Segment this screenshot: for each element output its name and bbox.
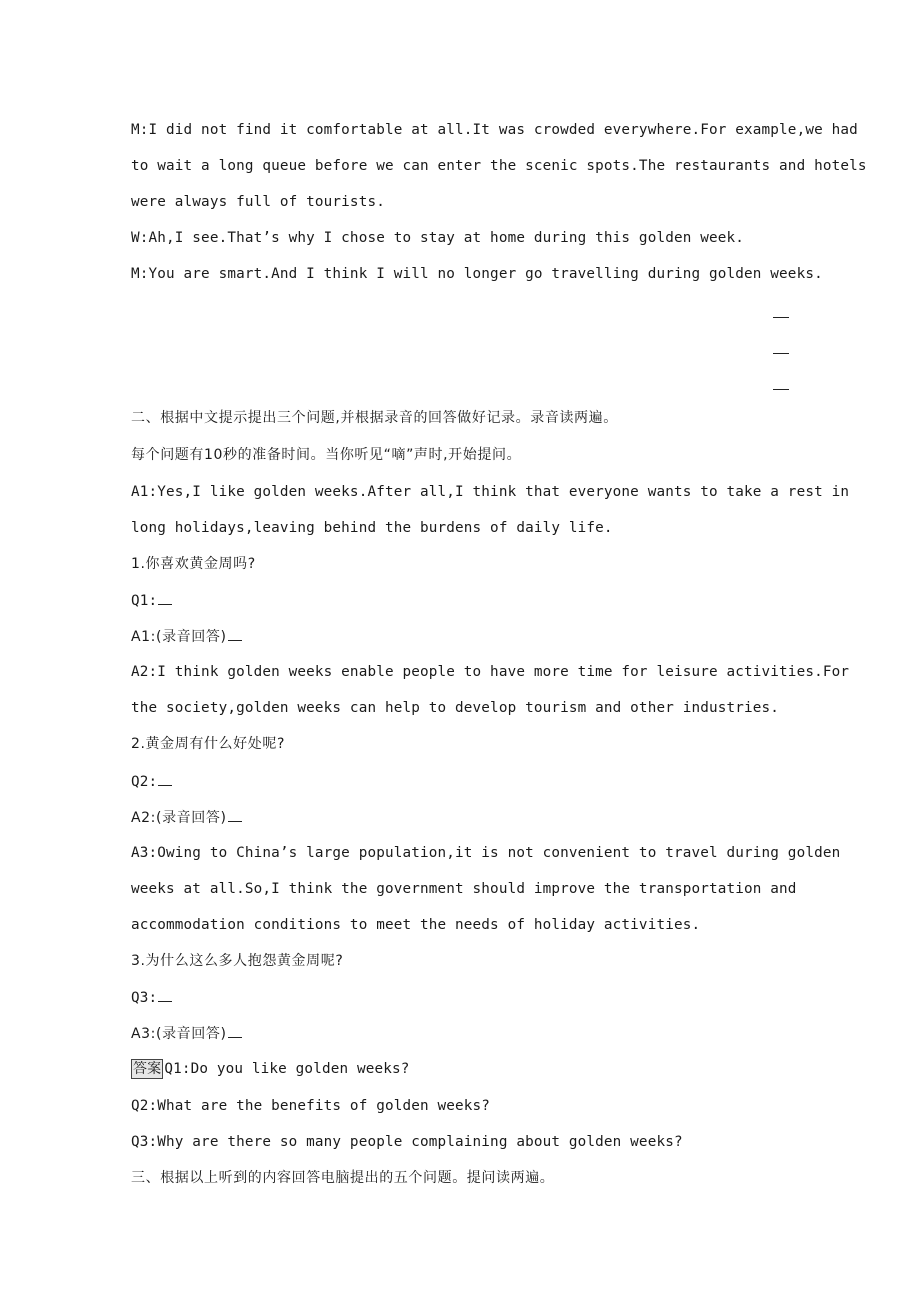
a3-text: weeks at all.So,I think the government should improve the transportation and bbox=[131, 881, 797, 897]
section-2-instruction: 每个问题有10秒的准备时间。当你听见“嘀”声时,开始提问。 bbox=[131, 447, 522, 463]
answer-tag: 答案 bbox=[133, 1061, 162, 1077]
a1-row bbox=[131, 626, 242, 647]
a1-label: A1:(录音回答) bbox=[131, 629, 227, 645]
answer-blank-line bbox=[773, 389, 789, 390]
dialogue-line: W:Ah,I see.That’s why I chose to stay at home during this golden week. bbox=[131, 230, 745, 246]
a2-blank[interactable] bbox=[228, 807, 242, 822]
dialogue-line: M:I did not find it comfortable at all.It was crowded everywhere.For example,we had bbox=[131, 122, 858, 138]
dialogue-line: were always full of tourists. bbox=[131, 194, 385, 210]
section-2-heading: 二、根据中文提示提出三个问题,并根据录音的回答做好记录。录音读两遍。 bbox=[131, 410, 618, 426]
a3-label: A3:(录音回答) bbox=[131, 1026, 227, 1042]
prompt-1: 1.你喜欢黄金周吗? bbox=[131, 556, 256, 572]
q3-blank[interactable] bbox=[158, 987, 172, 1002]
answer-blank-line bbox=[773, 353, 789, 354]
q1-blank[interactable] bbox=[158, 590, 172, 605]
answer-row bbox=[131, 1059, 410, 1079]
answer-line: Q2:What are the benefits of golden weeks? bbox=[131, 1098, 491, 1114]
q3-row bbox=[131, 987, 172, 1008]
a2-text: A2:I think golden weeks enable people to have more time for leisure activities.For bbox=[131, 664, 850, 680]
a1-text: long holidays,leaving behind the burdens of daily life. bbox=[131, 520, 613, 536]
prompt-3: 3.为什么这么多人抱怨黄金周呢? bbox=[131, 953, 344, 969]
a2-row bbox=[131, 807, 242, 828]
q3-label: Q3: bbox=[131, 990, 158, 1006]
q2-label: Q2: bbox=[131, 774, 158, 790]
dialogue-line: M:You are smart.And I think I will no longer go travelling during golden weeks. bbox=[131, 266, 823, 282]
a1-blank[interactable] bbox=[228, 626, 242, 641]
q1-label: Q1: bbox=[131, 593, 158, 609]
a3-row bbox=[131, 1023, 242, 1044]
a3-text: A3:Owing to China’s large population,it is not convenient to travel during golden bbox=[131, 845, 841, 861]
section-3-heading: 三、根据以上听到的内容回答电脑提出的五个问题。提问读两遍。 bbox=[131, 1170, 555, 1186]
a3-blank[interactable] bbox=[228, 1023, 242, 1038]
a3-text: accommodation conditions to meet the needs of holiday activities. bbox=[131, 917, 701, 933]
prompt-2: 2.黄金周有什么好处呢? bbox=[131, 736, 285, 752]
answer-blank-line bbox=[773, 317, 789, 318]
q2-row bbox=[131, 771, 172, 792]
q2-blank[interactable] bbox=[158, 771, 172, 786]
a2-text: the society,golden weeks can help to develop tourism and other industries. bbox=[131, 700, 780, 716]
q1-row bbox=[131, 590, 172, 611]
answer-line: Q3:Why are there so many people complaining about golden weeks? bbox=[131, 1134, 683, 1150]
answer-line: Q1:Do you like golden weeks? bbox=[164, 1061, 410, 1077]
a2-label: A2:(录音回答) bbox=[131, 810, 227, 826]
dialogue-line: to wait a long queue before we can enter the scenic spots.The restaurants and hotels bbox=[131, 158, 867, 174]
a1-text: A1:Yes,I like golden weeks.After all,I think that everyone wants to take a rest in bbox=[131, 484, 850, 500]
